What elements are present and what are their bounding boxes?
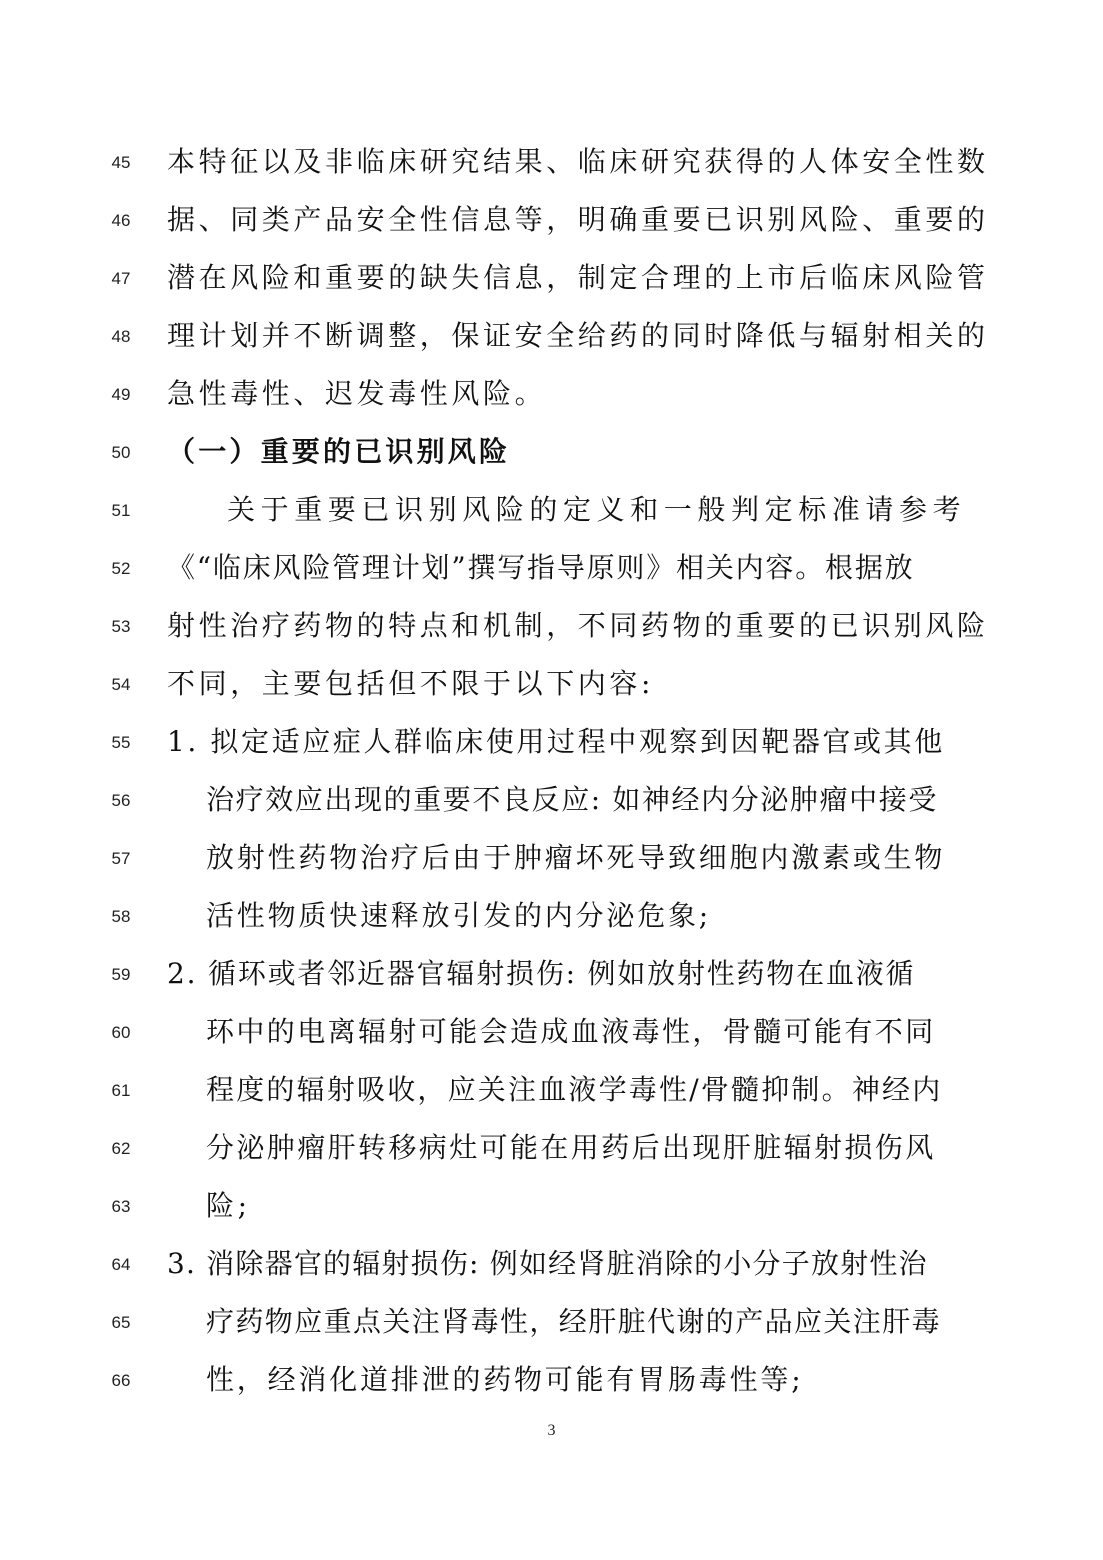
line-text: 潜在风险和重要的缺失信息，制定合理的上市后临床风险管: [167, 261, 989, 294]
heading-text: （一）重要的已识别风险: [167, 435, 511, 468]
line-number: 57: [111, 849, 131, 868]
line-number: 61: [111, 1081, 131, 1100]
line-text: 《“临床风险管理计划”撰写指导原则》相关内容。根据放: [167, 551, 915, 584]
text-line: [0, 369, 1103, 419]
text-line: [0, 311, 1103, 361]
line-number: 53: [111, 617, 131, 636]
line-text: 2. 循环或者邻近器官辐射损伤: 例如放射性药物在血液循: [167, 957, 916, 990]
text-line: [0, 1181, 1103, 1231]
text-line: [0, 1123, 1103, 1173]
line-text: 1. 拟定适应症人群临床使用过程中观察到因靶器官或其他: [167, 725, 945, 758]
line-text: 不同，主要包括但不限于以下内容:: [167, 667, 655, 700]
line-number: 55: [111, 733, 131, 752]
line-number: 51: [111, 501, 131, 520]
line-text: 环中的电离辐射可能会造成血液毒性，骨髓可能有不同: [206, 1015, 936, 1048]
line-number: 65: [111, 1313, 131, 1332]
line-number: 50: [111, 443, 131, 462]
text-line: [0, 1355, 1103, 1405]
line-text: 程度的辐射吸收，应关注血液学毒性/骨髓抑制。神经内: [206, 1073, 943, 1106]
line-number: 52: [111, 559, 131, 578]
line-number: 56: [111, 791, 131, 810]
line-number: 54: [111, 675, 131, 694]
text-line: [0, 195, 1103, 245]
line-number: 58: [111, 907, 131, 926]
text-line: [0, 775, 1103, 825]
page-number: 3: [547, 1422, 556, 1439]
line-text: 关于重要已识别风险的定义和一般判定标准请参考: [227, 493, 967, 526]
text-line: [0, 1065, 1103, 1115]
line-number: 60: [111, 1023, 131, 1042]
line-text: 急性毒性、迟发毒性风险。: [167, 377, 547, 410]
line-text: 疗药物应重点关注肾毒性，经肝脏代谢的产品应关注肝毒: [206, 1305, 942, 1338]
text-line: [0, 1297, 1103, 1347]
text-line: [0, 601, 1103, 651]
line-text: 险;: [206, 1189, 251, 1222]
line-text: 射性治疗药物的特点和机制，不同药物的重要的已识别风险: [167, 609, 989, 642]
line-number: 64: [111, 1255, 131, 1274]
text-line: [0, 891, 1103, 941]
line-number: 66: [111, 1371, 131, 1390]
line-text: 活性物质快速释放引发的内分泌危象;: [206, 899, 712, 932]
line-text: 放射性药物治疗后由于肿瘤坏死导致细胞内激素或生物: [206, 841, 946, 874]
line-text: 据、同类产品安全性信息等，明确重要已识别风险、重要的: [167, 203, 989, 236]
line-number: 59: [111, 965, 131, 984]
line-text: 分泌肿瘤肝转移病灶可能在用药后出现肝脏辐射损伤风: [206, 1131, 936, 1164]
line-number: 63: [111, 1197, 131, 1216]
line-number: 47: [111, 269, 131, 288]
line-text: 本特征以及非临床研究结果、临床研究获得的人体安全性数: [167, 145, 989, 178]
line-text: 性，经消化道排泄的药物可能有胃肠毒性等;: [206, 1363, 804, 1396]
list-item: [0, 949, 1103, 999]
list-item: [0, 717, 1103, 767]
line-number: 46: [111, 211, 131, 230]
line-text: 理计划并不断调整，保证安全给药的同时降低与辐射相关的: [167, 319, 989, 352]
text-line: [0, 485, 1103, 535]
text-line: [0, 137, 1103, 187]
list-item: [0, 1239, 1103, 1289]
section-heading: [0, 427, 1103, 477]
line-number: 48: [111, 327, 131, 346]
line-text: 3. 消除器官的辐射损伤: 例如经肾脏消除的小分子放射性治: [167, 1247, 928, 1280]
text-line: [0, 1007, 1103, 1057]
line-text: 治疗效应出现的重要不良反应: 如神经内分泌肿瘤中接受: [206, 783, 938, 816]
text-line: [0, 659, 1103, 709]
line-number: 49: [111, 385, 131, 404]
text-line: [0, 543, 1103, 593]
line-number: 62: [111, 1139, 131, 1158]
line-number: 45: [111, 153, 131, 172]
text-line: [0, 833, 1103, 883]
text-line: [0, 253, 1103, 303]
